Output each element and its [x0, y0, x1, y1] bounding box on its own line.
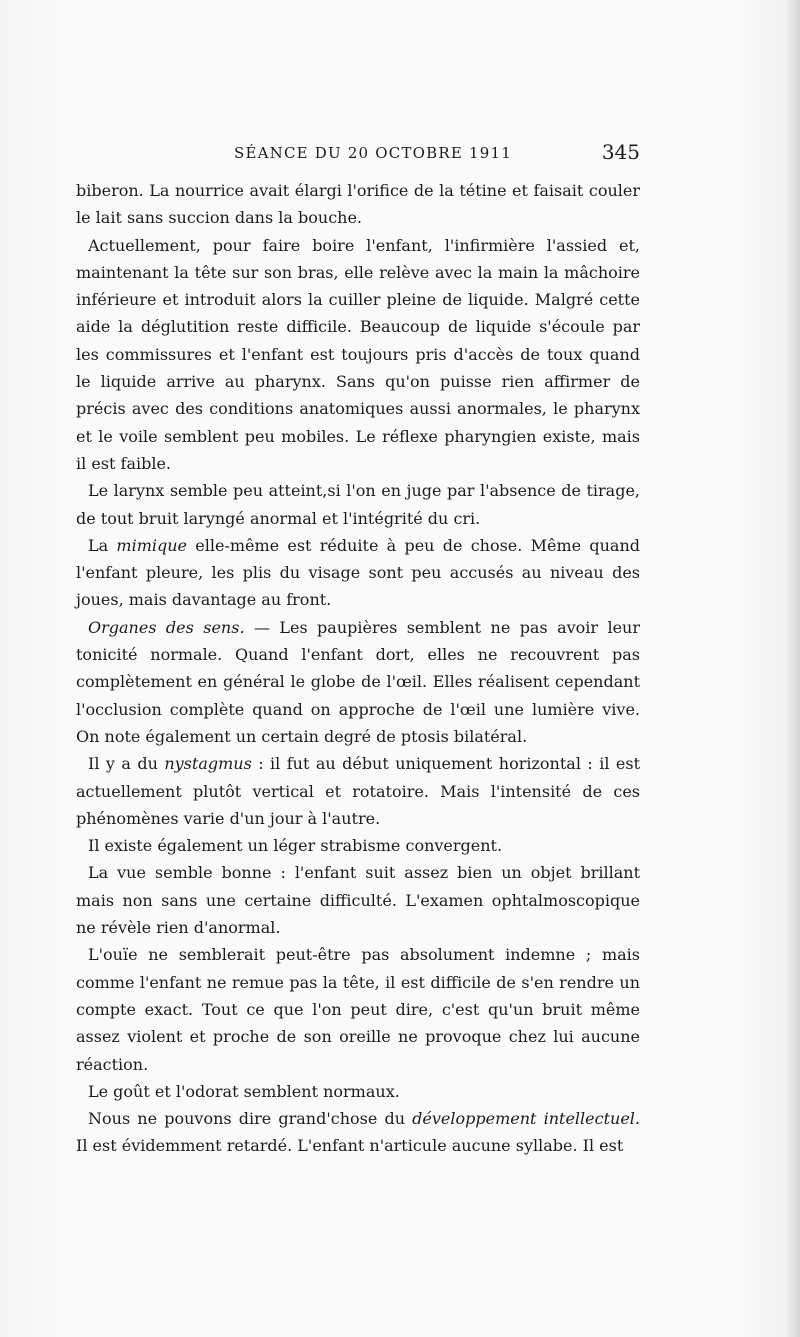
- paragraph-text: Actuellement, pour faire boire l'enfant, l'infirmière l'assied et, maintenant la tête sur son bras, elle relève avec la main la mâchoire inférieure et introduit alors la cuiller pleine de liquide. Malgré cette aide la déglutition reste difficile. Beaucoup de liquide s'écoule par les commissures et l'enfant est toujours pris d'accès de toux quand le liquide arrive au pharynx. Sans qu'on puisse rien affirmer de précis avec des conditions anatomiques aussi anormales, le pharynx et le voile semblent peu mobiles. Le réflexe pharyngien existe, mais il est faible.: [76, 235, 640, 473]
- paragraph-mimique: [76, 532, 640, 614]
- paragraph-text: La vue semble bonne : l'enfant suit assez bien un objet brillant mais non sans une certaine difficulté. L'examen ophtalmoscopique ne révèle rien d'anormal.: [76, 863, 640, 938]
- paragraph-biberon: [76, 177, 640, 232]
- paragraph-text: Le goût et l'odorat semblent normaux.: [88, 1081, 400, 1101]
- paragraph-text: biberon. La nourrice avait élargi l'orifice de la tétine et faisait couler le lait sans succion dans la bouche.: [76, 181, 640, 228]
- paragraph-text: Le larynx semble peu atteint,si l'on en juge par l'absence de tirage, de tout bruit laryngé anormal et l'intégrité du cri.: [76, 481, 640, 528]
- paragraph-developpement: [76, 1105, 640, 1160]
- paragraph-text: Nous ne pouvons dire grand'chose du: [88, 1109, 413, 1129]
- term-developpement-intellectuel: développement intellectuel: [412, 1109, 635, 1129]
- paragraph-nystagmus: [76, 750, 640, 832]
- running-head: SÉANCE DU 20 OCTOBRE 1911: [234, 144, 512, 162]
- paragraph-text: . Il est évidemment retardé. L'enfant n'articule aucune syllabe. Il est: [76, 1109, 640, 1156]
- paragraph-strabisme: [76, 832, 640, 859]
- paragraph-larynx: [76, 477, 640, 532]
- term-nystagmus: nystagmus: [164, 754, 252, 774]
- term-mimique: mimique: [116, 535, 188, 555]
- paragraph-text: : il fut au début uniquement horizontal : il est actuellement plutôt vertical et rotatoire. Mais l'intensité de ces phénomènes varie d'un jour à l'autre.: [76, 754, 640, 828]
- paragraph-vue: [76, 859, 640, 941]
- paragraph-text: Il existe également un léger strabisme convergent.: [88, 836, 503, 856]
- paragraph-organes-des-sens: [76, 614, 640, 750]
- paragraph-text: Il y a du: [88, 754, 165, 774]
- section-title-organes-des-sens: Organes des sens.: [88, 617, 245, 637]
- body-text: [76, 177, 640, 1160]
- paragraph-ouie: [76, 941, 640, 1077]
- page-number: 345: [601, 140, 640, 164]
- paragraph-text: elle-même est réduite à peu de chose. Même quand l'enfant pleure, les plis du visage sont peu accusés au niveau des joues, mais davantage au front.: [76, 535, 640, 610]
- paragraph-actuellement: [76, 232, 640, 478]
- paragraph-gout-odorat: [76, 1078, 640, 1105]
- paragraph-text: — Les paupières semblent ne pas avoir leur tonicité normale. Quand l'enfant dort, elles ne recouvrent pas complètement en général le globe de l'œil. Elles réalisent cependant l'occlusion complète quand on approche de l'œil une lumière vive. On note également un certain degré de ptosis bilatéral.: [76, 617, 641, 746]
- paragraph-text: L'ouïe ne semblerait peut-être pas absolument indemne ; mais comme l'enfant ne remue pas la tête, il est difficile de s'en rendre un compte exact. Tout ce que l'on peut dire, c'est qu'un bruit même assez violent et proche de son oreille ne provoque chez lui aucune réaction.: [76, 945, 640, 1074]
- paragraph-text: La: [88, 535, 117, 555]
- page-header: [76, 140, 640, 170]
- page-edge-shadow: [786, 0, 800, 1337]
